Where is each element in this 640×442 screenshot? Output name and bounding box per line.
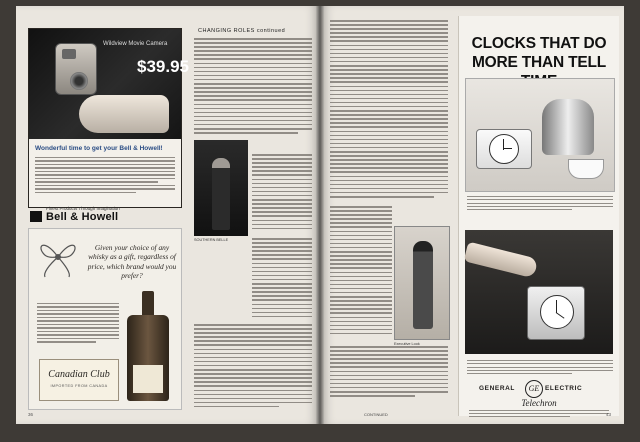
bell-howell-emblem-icon — [30, 211, 42, 222]
brand-name-left: GENERAL — [479, 385, 515, 392]
label-subtext: IMPORTED FROM CANADA — [50, 384, 108, 388]
walking-figure — [413, 241, 433, 329]
bell-howell-logo — [28, 206, 180, 224]
canadian-club-ad — [28, 228, 182, 410]
ad-body-text — [35, 157, 175, 195]
camera-photo — [29, 29, 189, 139]
southern-belle-photo — [194, 140, 248, 236]
book-gutter — [316, 6, 324, 424]
alarm-clock-icon — [527, 286, 585, 340]
telechron-brand: Telechron — [521, 398, 557, 408]
article-column-text — [330, 346, 448, 399]
ad-headline: Wonderful time to get your Bell & Howell! — [35, 145, 163, 152]
kettle-illustration — [542, 99, 594, 155]
continued-marker: CONTINUED — [364, 412, 388, 417]
executive-photo — [394, 226, 450, 340]
article-column-text — [330, 206, 392, 337]
brand-script: Canadian Club — [48, 369, 110, 380]
gift-bow-icon — [35, 235, 81, 279]
left-page — [16, 6, 320, 424]
photo-caption: Executive Look — [394, 342, 420, 346]
logo-text: Bell & Howell — [46, 211, 119, 223]
ad-headline: CLOCKS THAT DO MORE THAN TELL — [471, 35, 607, 71]
article-column-text — [252, 238, 312, 320]
ad-body-text — [37, 303, 119, 345]
whisky-bottle-icon — [127, 291, 169, 401]
hand-illustration — [464, 242, 539, 279]
whisky-label — [39, 359, 119, 401]
camera-label: Wildview Movie Camera — [103, 41, 168, 47]
logo-tagline: Finest Products Through Imagination — [46, 206, 120, 211]
article-column-text — [194, 324, 312, 410]
magazine-spread — [16, 6, 624, 424]
ad-caption-text — [467, 196, 613, 212]
right-page — [320, 6, 624, 424]
running-head: CHANGING ROLES continued — [198, 28, 286, 34]
hand-illustration — [79, 95, 169, 133]
ad-fine-print — [469, 410, 612, 418]
ad-caption-text — [467, 360, 613, 376]
article-column-text — [330, 20, 448, 200]
ge-monogram-icon: GE — [525, 380, 543, 398]
ad-question: Given your choice of any whisky as a gift, regardless of price, which brand would you prefer? — [87, 243, 177, 281]
article-column-text — [252, 154, 312, 232]
ge-logo — [479, 382, 609, 398]
movie-camera-illustration — [55, 43, 97, 95]
camera-price: $39.95 — [137, 57, 189, 76]
page-number: 43 — [606, 412, 612, 417]
bell-howell-ad — [28, 28, 189, 208]
ge-clock-ad — [458, 16, 619, 416]
page-number: 36 — [28, 412, 34, 417]
brand-name-right: ELECTRIC — [545, 385, 583, 392]
clock-icon — [476, 129, 532, 169]
alarm-clock-photo — [465, 230, 613, 354]
cup-icon — [568, 159, 604, 179]
article-column-text — [194, 38, 312, 136]
woman-figure — [212, 158, 230, 230]
kitchen-clock-photo — [465, 78, 615, 192]
photo-caption: SOUTHERN BELLE — [194, 238, 229, 242]
